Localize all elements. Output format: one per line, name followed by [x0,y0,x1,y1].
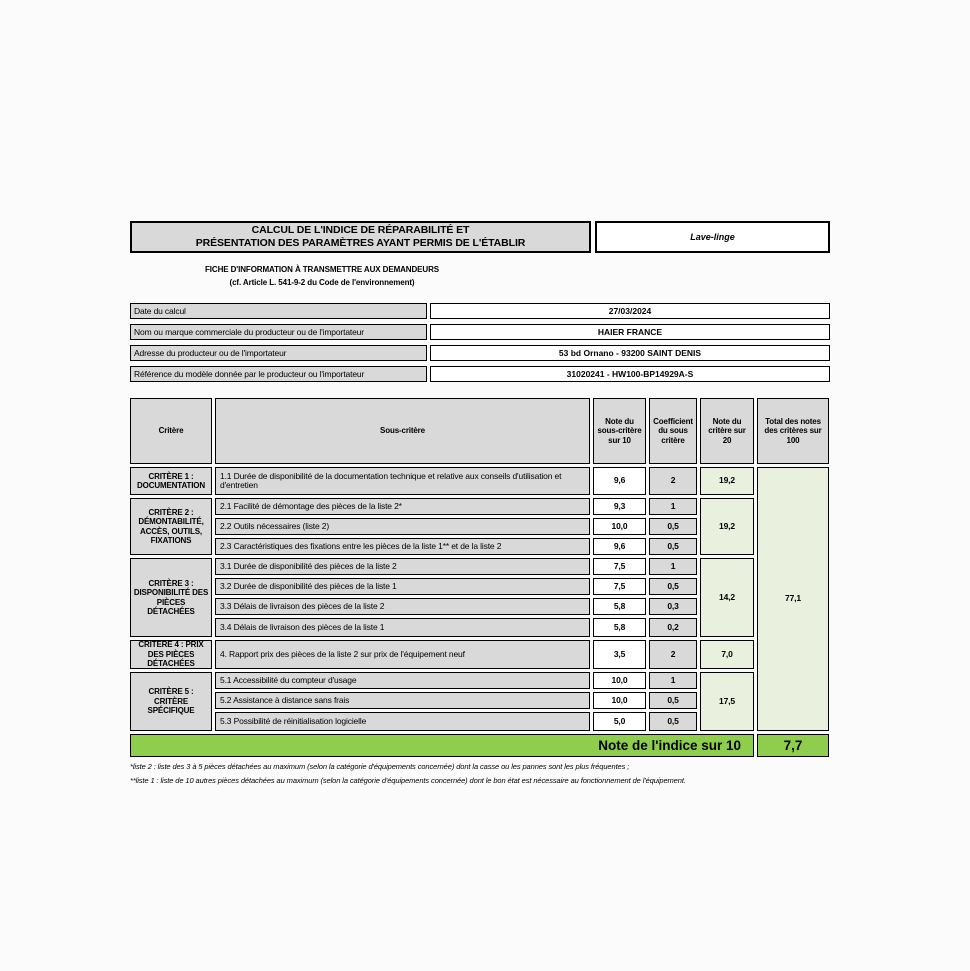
subtitle-line2: (cf. Article L. 541-9-2 du Code de l'environnement) [229,278,415,287]
producer-info-table [130,303,830,382]
note-sur-20-critere-4: 7,0 [700,640,754,669]
coefficient-3-4: 0,2 [649,618,697,637]
header-critere: Critère [130,398,212,464]
header-coefficient: Coefficient du sous critère [649,398,697,464]
note-sur-10-2-1: 9,3 [593,498,646,515]
note-sur-10-2-2: 10,0 [593,518,646,535]
note-sur-10-5-1: 10,0 [593,672,646,689]
group-critere-4-label: CRITÈRE 4 : PRIX DES PIÈCES DÉTACHÉES [130,640,212,669]
product-type-label: Lave-linge [690,232,735,242]
info-row-producer-name [130,324,830,340]
coefficient-2-2: 0,5 [649,518,697,535]
note-sur-20-critere-3: 14,2 [700,558,754,637]
coefficient-3-3: 0,3 [649,598,697,615]
product-type-box [595,221,830,253]
note-sur-10-3-3: 5,8 [593,598,646,615]
title-band [130,221,830,253]
note-sur-10-4: 3,5 [593,640,646,669]
footnote-liste-2: *liste 2 : liste des 3 à 5 pièces détachées au maximum (selon la catégorie d'équipements concernée) dont la casse ou les pannes sont les plus fréquentes ; [130,762,630,771]
header-total-sur-100: Total des notes des critères sur 100 [757,398,829,464]
info-row-date [130,303,830,319]
subcriterion-label-1-1: 1.1 Durée de disponibilité de la documentation technique et relative aux conseils d'utilisation et d'entretien [215,467,590,495]
note-sur-10-3-1: 7,5 [593,558,646,575]
footnote-liste-1: **liste 1 : liste de 10 autres pièces détachées au maximum (selon la catégorie d'équipements concernée) dont le bon état est nécessaire au fonctionnement de l'équipement. [130,776,686,785]
document-title [130,221,591,253]
coefficient-4: 2 [649,640,697,669]
group-critere-1-label: CRITÈRE 1 : DOCUMENTATION [130,467,212,495]
subcriterion-label-5-3: 5.3 Possibilité de réinitialisation logicielle [215,712,590,731]
group-critere-3-label: CRITÈRE 3 : DISPONIBILITÉ DES PIÈCES DÉTACHÉES [130,558,212,637]
coefficient-2-1: 1 [649,498,697,515]
info-label-model-reference: Référence du modèle donnée par le producteur ou l'importateur [130,366,427,382]
coefficient-3-1: 1 [649,558,697,575]
note-sur-10-3-4: 5,8 [593,618,646,637]
note-sur-10-3-2: 7,5 [593,578,646,595]
document-title-line1: CALCUL DE L'INDICE DE RÉPARABILITÉ ET [251,224,470,236]
subcriterion-label-4: 4. Rapport prix des pièces de la liste 2 sur prix de l'équipement neuf [215,640,590,669]
group-critere-5-label: CRITÈRE 5 : CRITÈRE SPÉCIFIQUE [130,672,212,731]
subcriterion-label-2-2: 2.2 Outils nécessaires (liste 2) [215,518,590,535]
info-row-model-reference [130,366,830,382]
subcriterion-label-5-2: 5.2 Assistance à distance sans frais [215,692,590,709]
coefficient-5-1: 1 [649,672,697,689]
subcriterion-label-3-1: 3.1 Durée de disponibilité des pièces de la liste 2 [215,558,590,575]
coefficient-2-3: 0,5 [649,538,697,555]
info-value-date: 27/03/2024 [430,303,830,319]
info-label-date: Date du calcul [130,303,427,319]
note-sur-20-critere-1: 19,2 [700,467,754,495]
subcriterion-label-2-1: 2.1 Facilité de démontage des pièces de la liste 2* [215,498,590,515]
info-row-producer-address [130,345,830,361]
note-sur-10-5-3: 5,0 [593,712,646,731]
info-label-producer-name: Nom ou marque commerciale du producteur ou de l'importateur [130,324,427,340]
subcriterion-label-3-2: 3.2 Durée de disponibilité des pièces de la liste 1 [215,578,590,595]
info-value-producer-address: 53 bd Ornano - 93200 SAINT DENIS [430,345,830,361]
document-subtitle [130,263,514,289]
header-sous-critere: Sous-critère [215,398,590,464]
info-value-model-reference: 31020241 - HW100-BP14929A-S [430,366,830,382]
subcriterion-label-3-4: 3.4 Délais de livraison des pièces de la liste 1 [215,618,590,637]
note-sur-20-critere-5: 17,5 [700,672,754,731]
info-value-producer-name: HAIER FRANCE [430,324,830,340]
total-sur-100-cell: 77,1 [757,467,829,731]
note-sur-10-5-2: 10,0 [593,692,646,709]
subtitle-line1: FICHE D'INFORMATION À TRANSMETTRE AUX DEMANDEURS [205,265,439,274]
coefficient-5-2: 0,5 [649,692,697,709]
document-title-line2: PRÉSENTATION DES PARAMÈTRES AYANT PERMIS DE L'ÉTABLIR [195,237,526,249]
note-sur-10-2-3: 9,6 [593,538,646,555]
subcriterion-label-5-1: 5.1 Accessibilité du compteur d'usage [215,672,590,689]
note-sur-20-critere-2: 19,2 [700,498,754,555]
subcriterion-label-2-3: 2.3 Caractéristiques des fixations entre les pièces de la liste 1** et de la liste 2 [215,538,590,555]
header-note-sur-10: Note du sous-critère sur 10 [593,398,646,464]
coefficient-5-3: 0,5 [649,712,697,731]
final-score-value: 7,7 [757,734,829,757]
group-critere-2-label: CRITÈRE 2 : DÉMONTABILITÉ, ACCÈS, OUTILS, FIXATIONS [130,498,212,555]
final-score-label: Note de l'indice sur 10 [130,734,754,757]
info-label-producer-address: Adresse du producteur ou de l'importateur [130,345,427,361]
coefficient-3-2: 0,5 [649,578,697,595]
coefficient-1-1: 2 [649,467,697,495]
header-note-sur-20: Note du critère sur 20 [700,398,754,464]
subcriterion-label-3-3: 3.3 Délais de livraison des pièces de la liste 2 [215,598,590,615]
criteria-table [130,398,829,757]
note-sur-10-1-1: 9,6 [593,467,646,495]
